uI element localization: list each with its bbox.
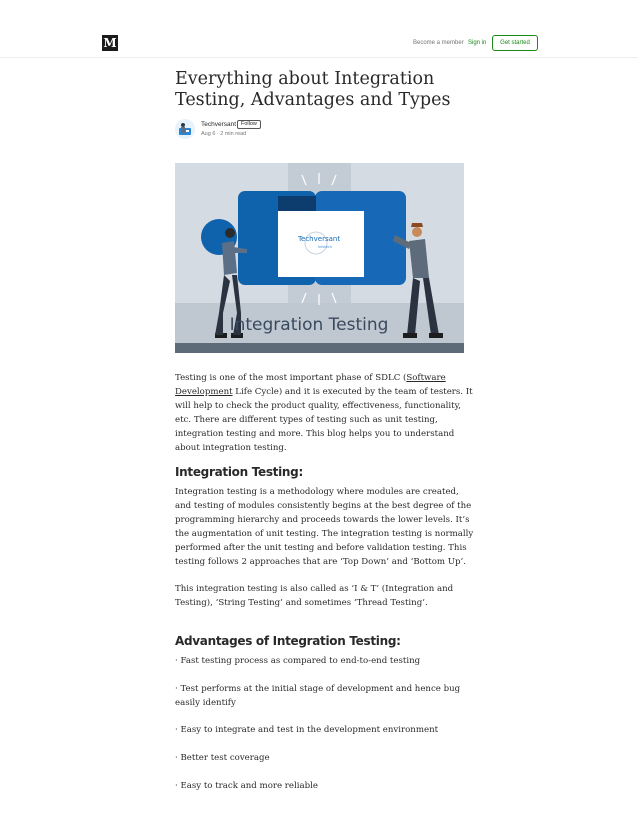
hero-image bbox=[175, 163, 464, 353]
brand-sub-label: Infotech bbox=[317, 245, 333, 249]
hero-illustration bbox=[175, 163, 464, 353]
follow-button[interactable]: Follow bbox=[237, 120, 261, 129]
top-bar bbox=[0, 0, 638, 58]
author-row bbox=[175, 119, 375, 141]
sign-in-link[interactable]: Sign in bbox=[468, 40, 487, 46]
intro-paragraph bbox=[175, 371, 475, 455]
advantage-item: · Test performs at the initial stage of development and hence bug easily identify bbox=[175, 684, 461, 708]
software-development-link[interactable]: Software Development bbox=[175, 373, 446, 397]
advantage-item: · Better test coverage bbox=[175, 753, 270, 763]
intro-text-before: Testing is one of the most important phase of SDLC ( bbox=[175, 373, 407, 383]
medium-logo[interactable]: M bbox=[103, 36, 117, 50]
brand-label: Techversant bbox=[297, 235, 341, 243]
advantage-item: · Easy to integrate and test in the development environment bbox=[175, 725, 439, 735]
section1-paragraph-1: Integration testing is a methodology where modules are created, and testing of modules consistently begins at the best degree of the programming hierarchy and proceeds towards the lower levels. It’s the augmentation of unit testing. The integration testing is normally performed after the unit testing and before validation testing. This testing follows 2 approaches that are ‘Top Down’ and ‘Bottom Up’. bbox=[175, 487, 474, 567]
author-avatar[interactable] bbox=[175, 119, 195, 139]
intro-text-after: Life Cycle) and it is executed by the team of testers. It will help to check the product quality, effectiveness, functionality, etc. There are different types of testing such as unit testing, integration testing and more. This blog helps you to understand about integration testing. bbox=[175, 387, 473, 453]
get-started-button[interactable]: Get started bbox=[492, 35, 538, 51]
article-title: Everything about Integration Testing, Advantages and Types bbox=[175, 69, 451, 110]
advantage-item: · Easy to track and more reliable bbox=[175, 781, 318, 791]
author-name[interactable]: Techversant bbox=[201, 121, 237, 128]
become-member-link[interactable]: Become a member bbox=[413, 40, 464, 46]
hero-caption: Integration Testing bbox=[229, 315, 389, 335]
section1-paragraph-2: This integration testing is also called as ‘I & T’ (Integration and Testing), ‘String Testing’ and sometimes ‘Thread Testing’. bbox=[175, 584, 454, 608]
article-meta: Aug 6 · 2 min read bbox=[201, 131, 247, 137]
advantage-item: · Fast testing process as compared to end-to-end testing bbox=[175, 656, 421, 666]
section-heading-integration-testing: Integration Testing: bbox=[175, 465, 303, 479]
section-heading-advantages: Advantages of Integration Testing: bbox=[175, 634, 401, 648]
